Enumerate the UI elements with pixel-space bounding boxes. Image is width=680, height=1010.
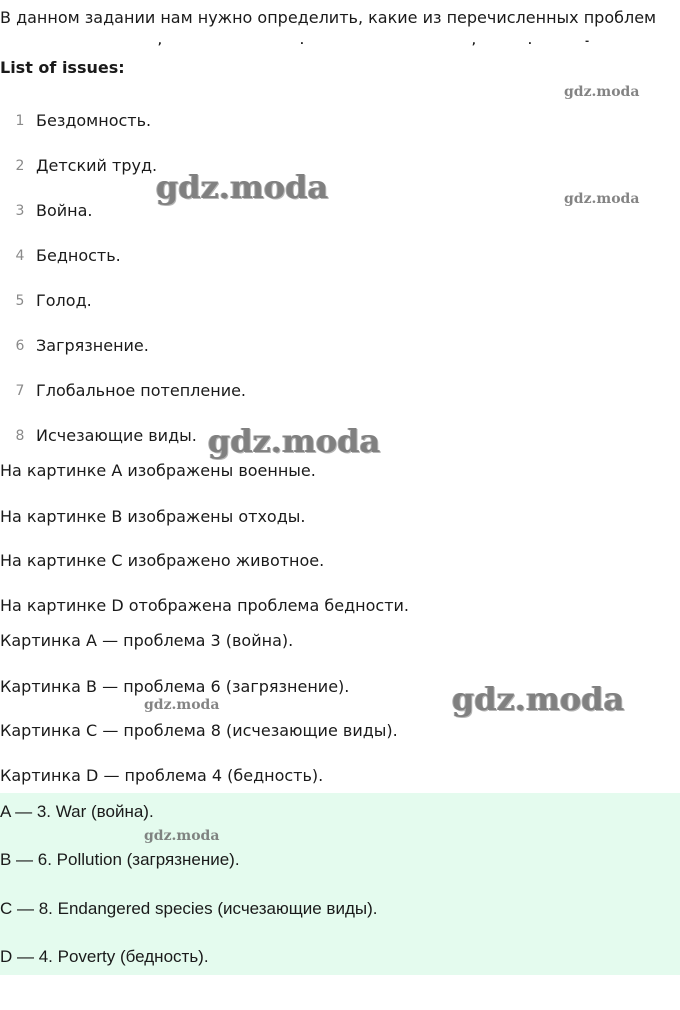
watermark: gdz.moda — [564, 84, 640, 100]
picture-mapping: Картинка A — проблема 3 (война). — [0, 631, 294, 650]
watermark: gdz.moda — [144, 828, 220, 844]
list-item-number: 2 — [15, 158, 25, 174]
intro-text: В данном задании нам нужно определить, какие из перечисленных проблем — [0, 8, 657, 27]
list-item-text: Война. — [36, 201, 93, 220]
watermark: gdz.moda — [208, 422, 381, 460]
answer-line: A — 3. War (война). — [0, 802, 154, 821]
list-item-number: 6 — [15, 338, 25, 354]
picture-mapping: Картинка C — проблема 8 (исчезающие виды). — [0, 721, 398, 740]
watermark: gdz.moda — [144, 697, 220, 713]
watermark: gdz.moda — [156, 168, 329, 206]
picture-mapping: Картинка D — проблема 4 (бедность). — [0, 766, 324, 785]
picture-mapping: Картинка B — проблема 6 (загрязнение). — [0, 677, 350, 696]
list-item-text: Глобальное потепление. — [36, 381, 247, 400]
answer-line: C — 8. Endangered species (исчезающие виды). — [0, 899, 378, 918]
answer-line: B — 6. Pollution (загрязнение). — [0, 850, 240, 869]
list-item-text: Исчезающие виды. — [36, 426, 197, 445]
issues-heading: List of issues: — [0, 58, 125, 77]
watermark: gdz.moda — [564, 191, 640, 207]
list-item-number: 4 — [15, 248, 25, 264]
list-item-text: Бездомность. — [36, 111, 152, 130]
list-item-text: Бедность. — [36, 246, 121, 265]
list-item-number: 3 — [15, 203, 25, 219]
list-item-text: Загрязнение. — [36, 336, 149, 355]
picture-description: На картинке B изображены отходы. — [0, 507, 306, 526]
picture-description: На картинке A изображены военные. — [0, 461, 316, 480]
answer-line: D — 4. Poverty (бедность). — [0, 947, 209, 966]
list-item-number: 5 — [15, 293, 25, 309]
picture-description: На картинке C изображено животное. — [0, 551, 325, 570]
list-item-text: Детский труд. — [36, 156, 158, 175]
answer-block — [0, 793, 680, 975]
picture-description: На картинке D отображена проблема бедности. — [0, 596, 409, 615]
list-item-number: 7 — [15, 383, 25, 399]
list-item-text: Голод. — [36, 291, 92, 310]
watermark: gdz.moda — [452, 680, 625, 718]
clipped-text-line: , . , . - — [158, 40, 590, 47]
list-item-number: 8 — [15, 428, 25, 444]
list-item-number: 1 — [15, 113, 25, 129]
